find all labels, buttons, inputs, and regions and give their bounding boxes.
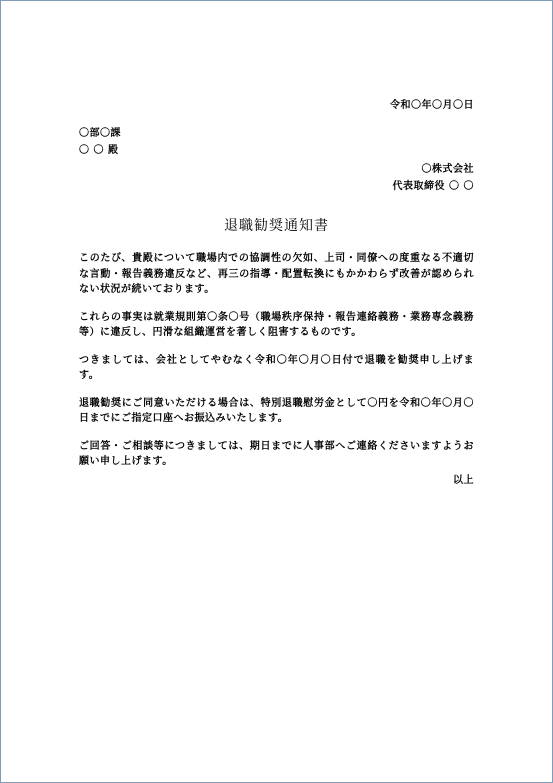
closing-mark: 以上	[453, 474, 474, 486]
sender-company: 〇株式会社	[421, 164, 474, 175]
body-paragraph-1: このたび、貴殿について職場内での協調性の欠如、上司・同僚への度重なる不適切な言動・報告義務違反など、再三の指導・配置転換にもかかわらず改善が認められない状況が続いております。	[79, 253, 474, 295]
body-paragraph-5: ご回答・ご相談等につきましては、期日までに人事部へご連絡くださいますようお願い申し上げます。	[79, 440, 474, 467]
body-paragraph-4: 退職勧奨にご同意いただける場合は、特別退職慰労金として〇円を令和〇年〇月〇日までにご指定口座へお振込みいたします。	[79, 397, 474, 424]
recipient-block	[79, 125, 474, 159]
recipient-department: 〇部〇課	[79, 128, 121, 139]
sender-block	[79, 161, 474, 195]
sender-representative: 代表取締役 〇 〇	[392, 181, 474, 192]
body-paragraph-3: つきましては、会社としてやむなく令和〇年〇月〇日付で退職を勧奨申し上げます。	[79, 354, 474, 381]
document-date: 令和〇年〇月〇日	[390, 100, 474, 111]
document-title: 退職勧奨通知書	[224, 218, 329, 234]
document-content	[79, 99, 474, 488]
body-paragraph-2: これらの事実は就業規則第〇条〇号（職場秩序保持・報告連絡義務・業務専念義務等）に違反し、円滑な組織運営を著しく阻害するものです。	[79, 311, 474, 338]
recipient-name: 〇 〇 殿	[79, 145, 119, 156]
